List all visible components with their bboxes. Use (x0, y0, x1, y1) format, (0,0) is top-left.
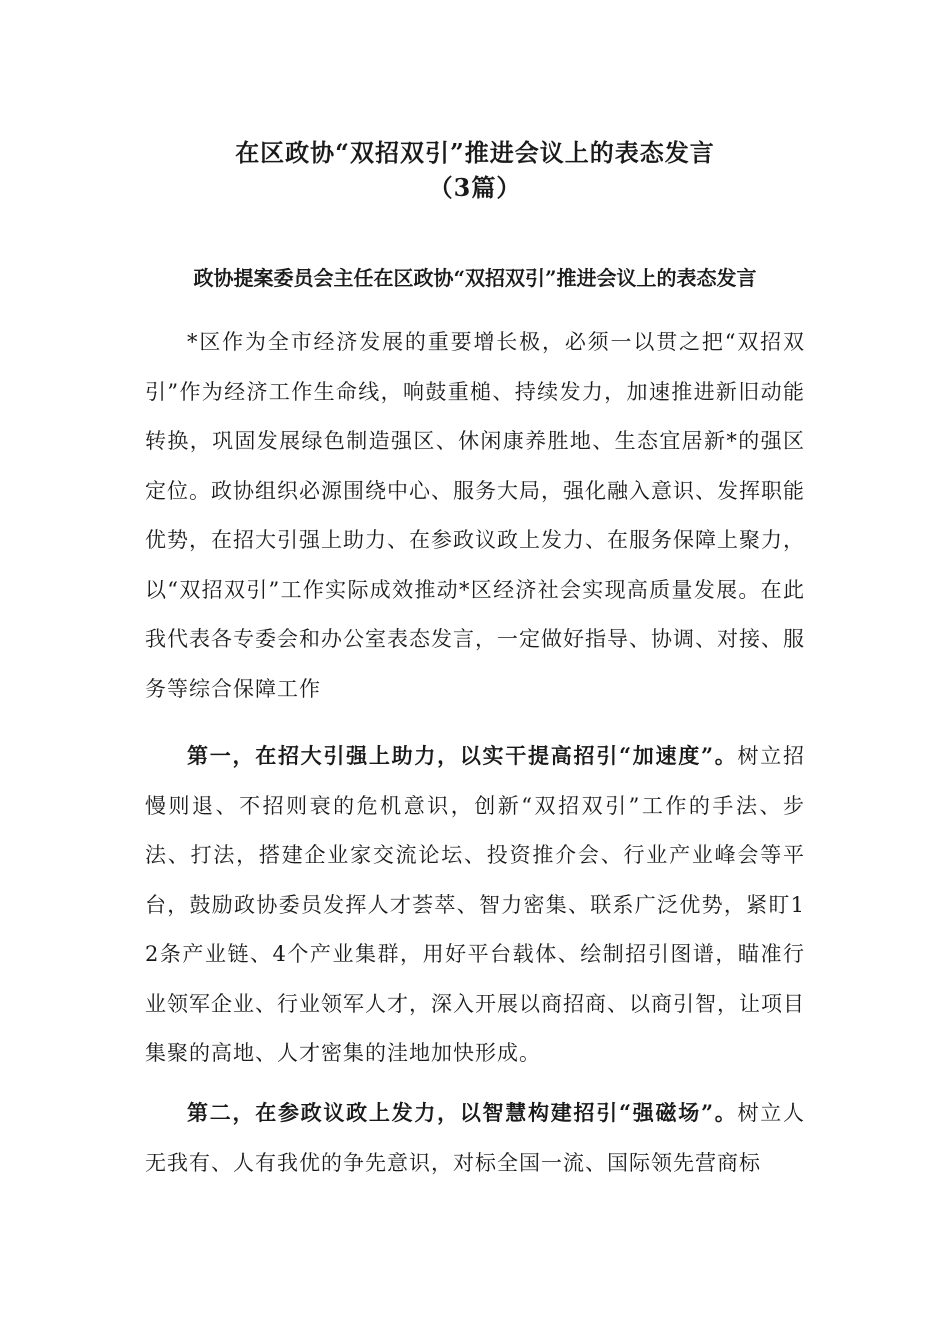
paragraph-lead: 第二，在参政议政上发力，以智慧构建招引“强磁场”。 (187, 1100, 738, 1125)
document-title: 在区政协“双招双引”推进会议上的表态发言 (235, 138, 715, 167)
document-count-label: （3篇） (428, 173, 522, 202)
paragraph-second-point (145, 1088, 805, 1188)
paragraph-lead: 第一，在招大引强上助力，以实干提高招引“加速度”。 (187, 743, 738, 768)
paragraph-first-point (145, 731, 805, 1079)
paragraph-text: *区作为全市经济发展的重要增长极，必须一以贯之把“双招双引”作为经济工作生命线，响鼓重槌、持续发力，加速推进新旧动能转换，巩固发展绿色制造强区、休闲康养胜地、生态宜居新*的强区定位。政协组织必源围绕中心、服务大局，强化融入意识、发挥职能优势，在招大引强上助力、在参政议政上发力、在服务保障上聚力，以“双招双引”工作实际成效推动*区经济社会实现高质量发展。在此我代表各专委会和办公室表态发言，一定做好指导、协调、对接、服务等综合保障工作 (145, 330, 805, 701)
speech-subtitle: 政协提案委员会主任在区政协“双招双引”推进会议上的表态发言 (193, 266, 757, 290)
paragraph-intro (145, 317, 805, 714)
paragraph-text: 树立招慢则退、不招则衰的危机意识，创新“双招双引”工作的手法、步法、打法，搭建企业家交流论坛、投资推介会、行业产业峰会等平台，鼓励政协委员发挥人才荟萃、智力密集、联系广泛优势，紧盯12条产业链、4个产业集群，用好平台载体、绘制招引图谱，瞄准行业领军企业、行业领军人才，深入开展以商招商、以商引智，让项目集聚的高地、人才密集的洼地加快形成。 (145, 744, 806, 1065)
paragraph-text: 树立人无我有、人有我优的争先意识，对标全国一流、国际领先营商标 (145, 1101, 806, 1175)
